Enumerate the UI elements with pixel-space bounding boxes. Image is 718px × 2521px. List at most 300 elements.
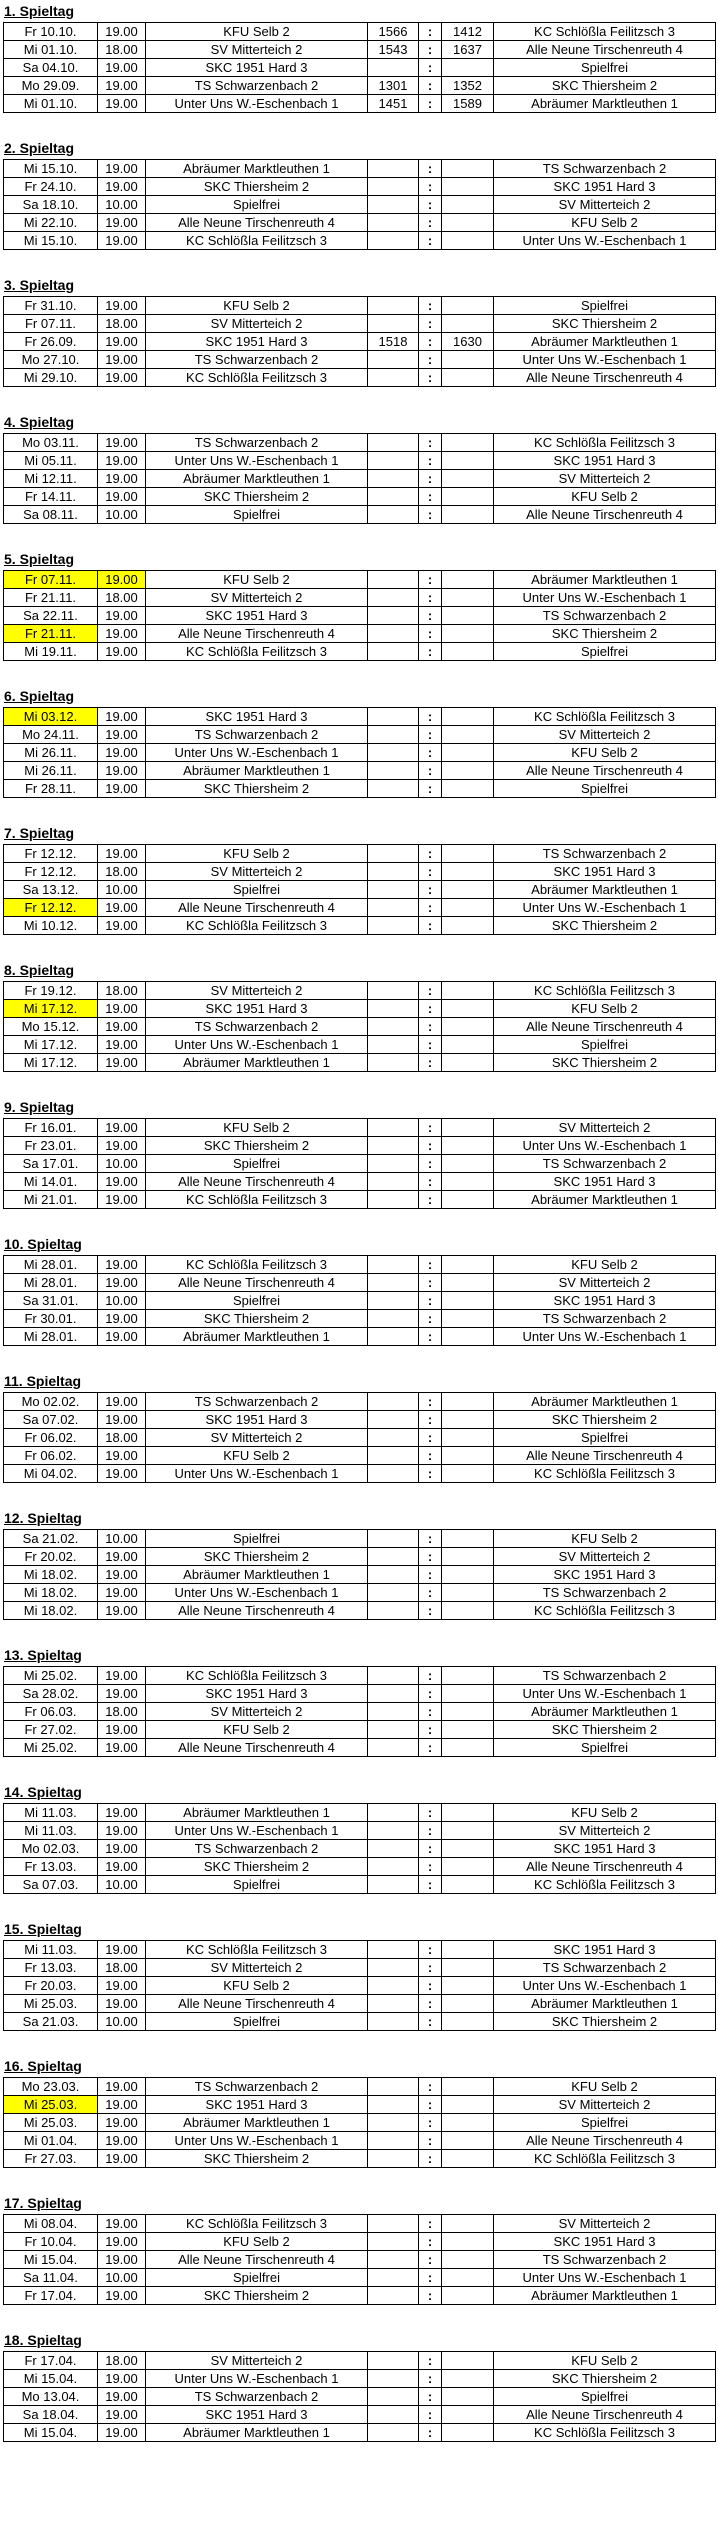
match-date: Fr 16.01.: [4, 1119, 98, 1137]
home-team: Abräumer Marktleuthen 1: [146, 2424, 368, 2442]
schedule-table: [3, 22, 716, 113]
away-score: [442, 780, 494, 798]
spieltag-heading: 12. Spieltag: [4, 1510, 82, 1526]
match-rows: [4, 2215, 716, 2305]
match-date: Fr 14.11.: [4, 488, 98, 506]
match-row: [4, 744, 716, 762]
match-time: 19.00: [98, 2370, 146, 2388]
away-score: [442, 845, 494, 863]
score-separator: :: [419, 1566, 442, 1584]
match-row: [4, 1292, 716, 1310]
spieltag-heading: 13. Spieltag: [4, 1647, 82, 1663]
home-score: [368, 1876, 419, 1894]
home-team: KC Schlößla Feilitzsch 3: [146, 917, 368, 935]
home-team: Unter Uns W.-Eschenbach 1: [146, 1036, 368, 1054]
away-team: KC Schlößla Feilitzsch 3: [494, 708, 716, 726]
match-time: 19.00: [98, 470, 146, 488]
score-separator: :: [419, 1429, 442, 1447]
match-date: Mi 05.11.: [4, 452, 98, 470]
away-score: [442, 2096, 494, 2114]
match-date: Mi 28.01.: [4, 1256, 98, 1274]
match-row: [4, 1429, 716, 1447]
match-date: Mi 25.02.: [4, 1667, 98, 1685]
home-score: [368, 1548, 419, 1566]
spieltag-heading: 5. Spieltag: [4, 551, 75, 567]
score-separator: :: [419, 1465, 442, 1483]
away-team: KC Schlößla Feilitzsch 3: [494, 982, 716, 1000]
schedule-table: [3, 1940, 716, 2031]
home-team: SV Mitterteich 2: [146, 1429, 368, 1447]
match-time: 19.00: [98, 434, 146, 452]
score-separator: :: [419, 1858, 442, 1876]
away-score: [442, 2114, 494, 2132]
match-row: [4, 1119, 716, 1137]
match-row: [4, 845, 716, 863]
score-separator: :: [419, 2406, 442, 2424]
match-date: Mo 23.03.: [4, 2078, 98, 2096]
away-team: Abräumer Marktleuthen 1: [494, 333, 716, 351]
match-time: 10.00: [98, 1292, 146, 1310]
home-team: Abräumer Marktleuthen 1: [146, 762, 368, 780]
match-row: [4, 1411, 716, 1429]
score-separator: :: [419, 1256, 442, 1274]
match-date: Fr 24.10.: [4, 178, 98, 196]
away-team: SKC Thiersheim 2: [494, 77, 716, 95]
home-team: SKC Thiersheim 2: [146, 1858, 368, 1876]
score-separator: :: [419, 881, 442, 899]
match-row: [4, 232, 716, 250]
match-date: Mi 28.01.: [4, 1274, 98, 1292]
home-score: [368, 1584, 419, 1602]
match-row: [4, 452, 716, 470]
match-row: [4, 77, 716, 95]
home-score: [368, 369, 419, 387]
away-team: Unter Uns W.-Eschenbach 1: [494, 1685, 716, 1703]
home-score: [368, 917, 419, 935]
match-time: 19.00: [98, 1465, 146, 1483]
away-score: [442, 643, 494, 661]
score-separator: :: [419, 780, 442, 798]
schedule-table: [3, 2214, 716, 2305]
home-score: [368, 59, 419, 77]
away-score: [442, 2150, 494, 2168]
home-score: [368, 982, 419, 1000]
home-score: [368, 1036, 419, 1054]
home-score: [368, 744, 419, 762]
match-row: [4, 1977, 716, 1995]
match-date: Fr 07.11.: [4, 315, 98, 333]
away-team: SKC Thiersheim 2: [494, 2013, 716, 2031]
score-separator: :: [419, 1840, 442, 1858]
score-separator: :: [419, 1292, 442, 1310]
home-score: [368, 2096, 419, 2114]
score-separator: :: [419, 214, 442, 232]
match-date: Mi 18.02.: [4, 1602, 98, 1620]
match-time: 19.00: [98, 95, 146, 113]
match-date: Fr 19.12.: [4, 982, 98, 1000]
match-time: 19.00: [98, 1721, 146, 1739]
home-team: Abräumer Marktleuthen 1: [146, 470, 368, 488]
away-score: 1589: [442, 95, 494, 113]
match-row: [4, 589, 716, 607]
match-time: 19.00: [98, 744, 146, 762]
match-row: [4, 178, 716, 196]
away-score: [442, 1995, 494, 2013]
schedule-table: [3, 1118, 716, 1209]
away-score: [442, 2406, 494, 2424]
score-separator: :: [419, 1274, 442, 1292]
away-score: [442, 1036, 494, 1054]
home-score: [368, 1274, 419, 1292]
home-team: SKC 1951 Hard 3: [146, 1000, 368, 1018]
match-row: [4, 1876, 716, 1894]
home-team: Unter Uns W.-Eschenbach 1: [146, 1465, 368, 1483]
away-team: Spielfrei: [494, 1036, 716, 1054]
away-score: [442, 452, 494, 470]
home-score: [368, 1191, 419, 1209]
score-separator: :: [419, 1721, 442, 1739]
home-score: [368, 506, 419, 524]
home-team: Abräumer Marktleuthen 1: [146, 2114, 368, 2132]
match-rows: [4, 2078, 716, 2168]
match-time: 19.00: [98, 1274, 146, 1292]
home-score: [368, 297, 419, 315]
score-separator: :: [419, 625, 442, 643]
match-row: [4, 1393, 716, 1411]
match-date: Fr 10.10.: [4, 23, 98, 41]
match-date: Mi 15.04.: [4, 2370, 98, 2388]
away-score: [442, 1840, 494, 1858]
match-row: [4, 41, 716, 59]
away-team: Alle Neune Tirschenreuth 4: [494, 1018, 716, 1036]
away-team: Unter Uns W.-Eschenbach 1: [494, 1137, 716, 1155]
away-score: [442, 232, 494, 250]
home-team: SKC Thiersheim 2: [146, 2150, 368, 2168]
home-score: [368, 1465, 419, 1483]
match-rows: [4, 845, 716, 935]
home-score: 1518: [368, 333, 419, 351]
away-score: [442, 160, 494, 178]
match-time: 19.00: [98, 369, 146, 387]
match-time: 10.00: [98, 2269, 146, 2287]
match-date: Sa 11.04.: [4, 2269, 98, 2287]
away-score: [442, 1411, 494, 1429]
score-separator: :: [419, 506, 442, 524]
away-team: Abräumer Marktleuthen 1: [494, 2287, 716, 2305]
match-row: [4, 1548, 716, 1566]
match-row: [4, 2352, 716, 2370]
score-separator: :: [419, 1941, 442, 1959]
away-score: [442, 59, 494, 77]
match-date: Mi 25.02.: [4, 1739, 98, 1757]
score-separator: :: [419, 1036, 442, 1054]
score-separator: :: [419, 2013, 442, 2031]
home-score: [368, 1822, 419, 1840]
spieltag-heading: 8. Spieltag: [4, 962, 75, 978]
home-score: [368, 351, 419, 369]
schedule-table: [3, 433, 716, 524]
home-team: TS Schwarzenbach 2: [146, 2078, 368, 2096]
away-team: KFU Selb 2: [494, 1530, 716, 1548]
match-row: [4, 1959, 716, 1977]
home-team: Alle Neune Tirschenreuth 4: [146, 2251, 368, 2269]
score-separator: :: [419, 589, 442, 607]
score-separator: :: [419, 1119, 442, 1137]
home-team: SKC Thiersheim 2: [146, 1137, 368, 1155]
spieltag-section: [3, 825, 718, 935]
score-separator: :: [419, 1155, 442, 1173]
home-score: [368, 470, 419, 488]
away-score: [442, 1465, 494, 1483]
score-separator: :: [419, 1995, 442, 2013]
away-team: SKC Thiersheim 2: [494, 2370, 716, 2388]
away-score: [442, 2078, 494, 2096]
away-score: [442, 1018, 494, 1036]
score-separator: :: [419, 2096, 442, 2114]
home-team: SKC Thiersheim 2: [146, 178, 368, 196]
home-score: [368, 726, 419, 744]
match-row: [4, 369, 716, 387]
score-separator: :: [419, 59, 442, 77]
away-team: KFU Selb 2: [494, 744, 716, 762]
home-score: [368, 1256, 419, 1274]
score-separator: :: [419, 351, 442, 369]
match-row: [4, 1584, 716, 1602]
match-time: 10.00: [98, 1155, 146, 1173]
away-score: [442, 1173, 494, 1191]
match-time: 19.00: [98, 1977, 146, 1995]
home-team: SKC 1951 Hard 3: [146, 333, 368, 351]
match-time: 19.00: [98, 780, 146, 798]
match-row: [4, 434, 716, 452]
match-row: [4, 1137, 716, 1155]
away-team: TS Schwarzenbach 2: [494, 1584, 716, 1602]
match-time: 19.00: [98, 762, 146, 780]
match-time: 10.00: [98, 506, 146, 524]
away-team: Alle Neune Tirschenreuth 4: [494, 2406, 716, 2424]
spieltag-section: [3, 3, 718, 113]
match-rows: [4, 1119, 716, 1209]
home-score: [368, 1667, 419, 1685]
match-date: Mo 13.04.: [4, 2388, 98, 2406]
match-date: Fr 21.11.: [4, 589, 98, 607]
match-time: 18.00: [98, 1429, 146, 1447]
home-score: [368, 1566, 419, 1584]
home-team: Abräumer Marktleuthen 1: [146, 1054, 368, 1072]
score-separator: :: [419, 2078, 442, 2096]
match-time: 18.00: [98, 41, 146, 59]
match-date: Sa 18.10.: [4, 196, 98, 214]
score-separator: :: [419, 744, 442, 762]
away-team: Alle Neune Tirschenreuth 4: [494, 369, 716, 387]
match-time: 19.00: [98, 178, 146, 196]
match-date: Mo 27.10.: [4, 351, 98, 369]
match-row: [4, 1667, 716, 1685]
match-time: 19.00: [98, 1036, 146, 1054]
match-row: [4, 1328, 716, 1346]
away-score: [442, 1530, 494, 1548]
home-team: KC Schlößla Feilitzsch 3: [146, 232, 368, 250]
match-date: Fr 10.04.: [4, 2233, 98, 2251]
score-separator: :: [419, 1685, 442, 1703]
away-team: SV Mitterteich 2: [494, 1822, 716, 1840]
match-time: 19.00: [98, 232, 146, 250]
home-team: SKC 1951 Hard 3: [146, 1685, 368, 1703]
schedule-table: [3, 1803, 716, 1894]
spieltag-section: [3, 1510, 718, 1620]
away-score: [442, 2013, 494, 2031]
score-separator: :: [419, 899, 442, 917]
home-team: Alle Neune Tirschenreuth 4: [146, 1173, 368, 1191]
home-score: [368, 1054, 419, 1072]
score-separator: :: [419, 2424, 442, 2442]
match-row: [4, 708, 716, 726]
match-date: Mi 21.01.: [4, 1191, 98, 1209]
away-score: [442, 708, 494, 726]
home-team: Spielfrei: [146, 881, 368, 899]
match-date: Fr 12.12.: [4, 845, 98, 863]
away-team: KC Schlößla Feilitzsch 3: [494, 1465, 716, 1483]
match-row: [4, 982, 716, 1000]
match-row: [4, 1995, 716, 2013]
away-score: [442, 315, 494, 333]
match-row: [4, 214, 716, 232]
match-row: [4, 2114, 716, 2132]
match-date: Mo 02.02.: [4, 1393, 98, 1411]
match-time: 18.00: [98, 1703, 146, 1721]
away-team: KFU Selb 2: [494, 2352, 716, 2370]
away-team: Abräumer Marktleuthen 1: [494, 1703, 716, 1721]
match-row: [4, 1447, 716, 1465]
match-time: 19.00: [98, 2096, 146, 2114]
home-score: [368, 1739, 419, 1757]
score-separator: :: [419, 2150, 442, 2168]
away-score: [442, 2132, 494, 2150]
match-date: Fr 26.09.: [4, 333, 98, 351]
match-date: Mi 17.12.: [4, 1000, 98, 1018]
away-score: [442, 2352, 494, 2370]
schedule-table: [3, 2351, 716, 2442]
spieltag-section: [3, 2058, 718, 2168]
away-team: Alle Neune Tirschenreuth 4: [494, 762, 716, 780]
home-score: [368, 881, 419, 899]
away-team: SKC 1951 Hard 3: [494, 1840, 716, 1858]
home-score: [368, 1411, 419, 1429]
match-rows: [4, 982, 716, 1072]
home-team: Alle Neune Tirschenreuth 4: [146, 625, 368, 643]
match-time: 19.00: [98, 2424, 146, 2442]
match-row: [4, 1155, 716, 1173]
spieltag-section: [3, 688, 718, 798]
away-score: [442, 506, 494, 524]
match-date: Mi 18.02.: [4, 1584, 98, 1602]
match-date: Mo 29.09.: [4, 77, 98, 95]
match-time: 19.00: [98, 2233, 146, 2251]
away-score: [442, 1739, 494, 1757]
match-time: 19.00: [98, 1119, 146, 1137]
match-time: 18.00: [98, 982, 146, 1000]
match-row: [4, 917, 716, 935]
home-team: Abräumer Marktleuthen 1: [146, 1804, 368, 1822]
match-time: 19.00: [98, 1739, 146, 1757]
match-row: [4, 1822, 716, 1840]
away-score: [442, 2215, 494, 2233]
home-score: [368, 2114, 419, 2132]
home-team: TS Schwarzenbach 2: [146, 2388, 368, 2406]
match-date: Fr 20.02.: [4, 1548, 98, 1566]
match-row: [4, 2150, 716, 2168]
match-row: [4, 315, 716, 333]
home-team: Alle Neune Tirschenreuth 4: [146, 214, 368, 232]
match-date: Sa 08.11.: [4, 506, 98, 524]
match-row: [4, 2096, 716, 2114]
match-date: Sa 04.10.: [4, 59, 98, 77]
away-team: SV Mitterteich 2: [494, 470, 716, 488]
home-team: SV Mitterteich 2: [146, 982, 368, 1000]
score-separator: :: [419, 2132, 442, 2150]
away-score: [442, 1703, 494, 1721]
home-score: [368, 232, 419, 250]
match-date: Sa 31.01.: [4, 1292, 98, 1310]
spieltag-heading: 14. Spieltag: [4, 1784, 82, 1800]
score-separator: :: [419, 369, 442, 387]
home-team: Spielfrei: [146, 1876, 368, 1894]
away-team: SV Mitterteich 2: [494, 196, 716, 214]
home-score: [368, 2388, 419, 2406]
score-separator: :: [419, 2215, 442, 2233]
match-row: [4, 726, 716, 744]
home-score: [368, 643, 419, 661]
match-row: [4, 1941, 716, 1959]
home-score: [368, 2370, 419, 2388]
away-team: TS Schwarzenbach 2: [494, 1310, 716, 1328]
match-date: Mi 04.02.: [4, 1465, 98, 1483]
match-date: Mo 02.03.: [4, 1840, 98, 1858]
match-row: [4, 1191, 716, 1209]
score-separator: :: [419, 1530, 442, 1548]
spieltag-heading: 9. Spieltag: [4, 1099, 75, 1115]
home-score: [368, 571, 419, 589]
away-team: TS Schwarzenbach 2: [494, 607, 716, 625]
spieltag-heading: 18. Spieltag: [4, 2332, 82, 2348]
away-team: KC Schlößla Feilitzsch 3: [494, 23, 716, 41]
match-time: 19.00: [98, 708, 146, 726]
schedule-table: [3, 2077, 716, 2168]
home-team: KFU Selb 2: [146, 297, 368, 315]
score-separator: :: [419, 1393, 442, 1411]
match-row: [4, 2013, 716, 2031]
match-time: 19.00: [98, 1941, 146, 1959]
match-time: 19.00: [98, 1256, 146, 1274]
away-team: SKC Thiersheim 2: [494, 917, 716, 935]
away-team: Spielfrei: [494, 1739, 716, 1757]
score-separator: :: [419, 2114, 442, 2132]
home-team: KC Schlößla Feilitzsch 3: [146, 1667, 368, 1685]
away-score: [442, 1274, 494, 1292]
home-score: 1543: [368, 41, 419, 59]
away-score: [442, 470, 494, 488]
match-row: [4, 881, 716, 899]
score-separator: :: [419, 762, 442, 780]
spieltag-section: [3, 1647, 718, 1757]
away-score: [442, 1977, 494, 1995]
match-time: 19.00: [98, 643, 146, 661]
away-team: SV Mitterteich 2: [494, 1548, 716, 1566]
match-date: Sa 18.04.: [4, 2406, 98, 2424]
match-date: Sa 07.02.: [4, 1411, 98, 1429]
match-row: [4, 1018, 716, 1036]
score-separator: :: [419, 917, 442, 935]
